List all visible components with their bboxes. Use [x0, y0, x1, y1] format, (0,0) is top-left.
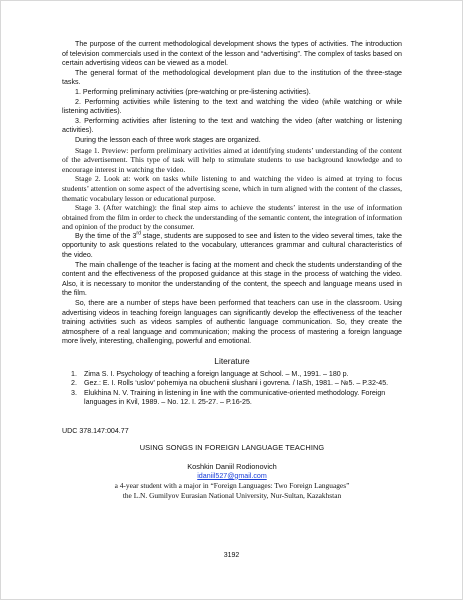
body-paragraph: Stage 1. Preview: perform preliminary activities aimed at identifying students’ understanding of the content of the advertisement. This type of task will help to stimulate students to use background knowledge and to encourage interest in watching the video.	[62, 145, 402, 174]
literature-item-text: Gez.: E. I. Rolls ‘uslov’ pohemiya na obuchenii slushani i govrena. / IaSh, 1981. – №5. – P.32-45.	[84, 379, 389, 388]
body-paragraph: The purpose of the current methodological development shows the types of activities. The introduction of television commercials used in the context of the lesson and “advertising”. The complex of tasks based on certain advertising videos can be viewed as a model.	[62, 40, 402, 68]
article-title: USING SONGS IN FOREIGN LANGUAGE TEACHING	[139, 442, 325, 452]
author-name: Koshkin Daniil Rodionovich	[187, 462, 277, 472]
body-paragraph: Stage 3. (After watching): the final step aims to achieve the students’ interest in the use of information obtained from the film in order to check the understanding of the semantic content, the integration of information and opinion of the product by the consumer.	[62, 203, 402, 232]
body-paragraphs	[62, 40, 402, 347]
literature-heading: Literature	[214, 356, 250, 366]
author-email-link[interactable]: idaniil527@gmail.com	[197, 471, 267, 480]
body-paragraph: So, there are a number of steps have been performed that teachers can use in the classroom. Using advertising videos in teaching foreign languages can significantly develop the effectiveness of the teacher training activities such as videos samples of authentic language communication. So, they create the atmosphere of a real language and communication; making the process of mastering a foreign language more lively, interesting, challenging, powerful and emotional.	[62, 299, 402, 346]
body-paragraph: 3. Performing activities after listening to the text and watching the video (after watching or listening activities).	[62, 116, 402, 135]
body-paragraph: Stage 2. Look at: work on tasks while listening to and watching the video is aimed at trying to focus students’ attention on some aspect of the advertising scene, which in turn aligned with the content of the classes, thematic vocabulary lesson or educational purpose.	[62, 174, 402, 203]
literature-item-number: 1.	[71, 369, 77, 378]
author-affiliation-line2: the L.N. Gumilyov Eurasian National University, Nur-Sultan, Kazakhstan	[122, 490, 342, 500]
body-paragraph: 1. Performing preliminary activities (pre-watching or pre-listening activities).	[75, 87, 311, 96]
body-paragraph: By the time of the 3rd stage, students are supposed to see and listen to the video several times, take the opportunity to ask questions related to the vocabulary, utterances grammar and cultural characteristics of the video.	[62, 230, 403, 260]
udc-code: UDC 378.147:004.77	[62, 426, 129, 435]
literature-item-number: 3.	[71, 388, 77, 397]
literature-item-text: Elukhina N. V. Training in listening in line with the communicative-oriented methodology. Foreign languages in Kvil, 1989. – No. 12. I. 25-27. – P.16-25.	[84, 388, 386, 407]
document-body	[62, 40, 402, 501]
body-paragraph: The general format of the methodological development plan due to the institution of the three-stage tasks.	[62, 68, 402, 87]
body-paragraph: The main challenge of the teacher is facing at the moment and check the students understanding of the content and the effectiveness of the proposed guidance at this stage in the process of watching the video. Also, it is necessary to monitor the understanding of the content, the speech and language means used in the film.	[62, 260, 402, 298]
author-affiliation-line1: a 4-year student with a major in “Foreign Languages: Two Foreign Languages”	[114, 481, 350, 491]
body-paragraph: During the lesson each of three work stages are organized.	[75, 135, 261, 144]
literature-list	[62, 370, 402, 408]
literature-item-text: Zima S. I. Psychology of teaching a foreign language at School. – M., 1991. – 180 p.	[84, 369, 349, 378]
body-paragraph: 2. Performing activities while listening to the text and watching the video (while watching or while listening activities).	[62, 97, 402, 116]
literature-item-number: 2.	[71, 379, 77, 388]
literature-item	[62, 379, 402, 389]
page-number: 3192	[223, 552, 240, 559]
literature-item	[62, 389, 402, 408]
literature-item	[62, 370, 402, 380]
